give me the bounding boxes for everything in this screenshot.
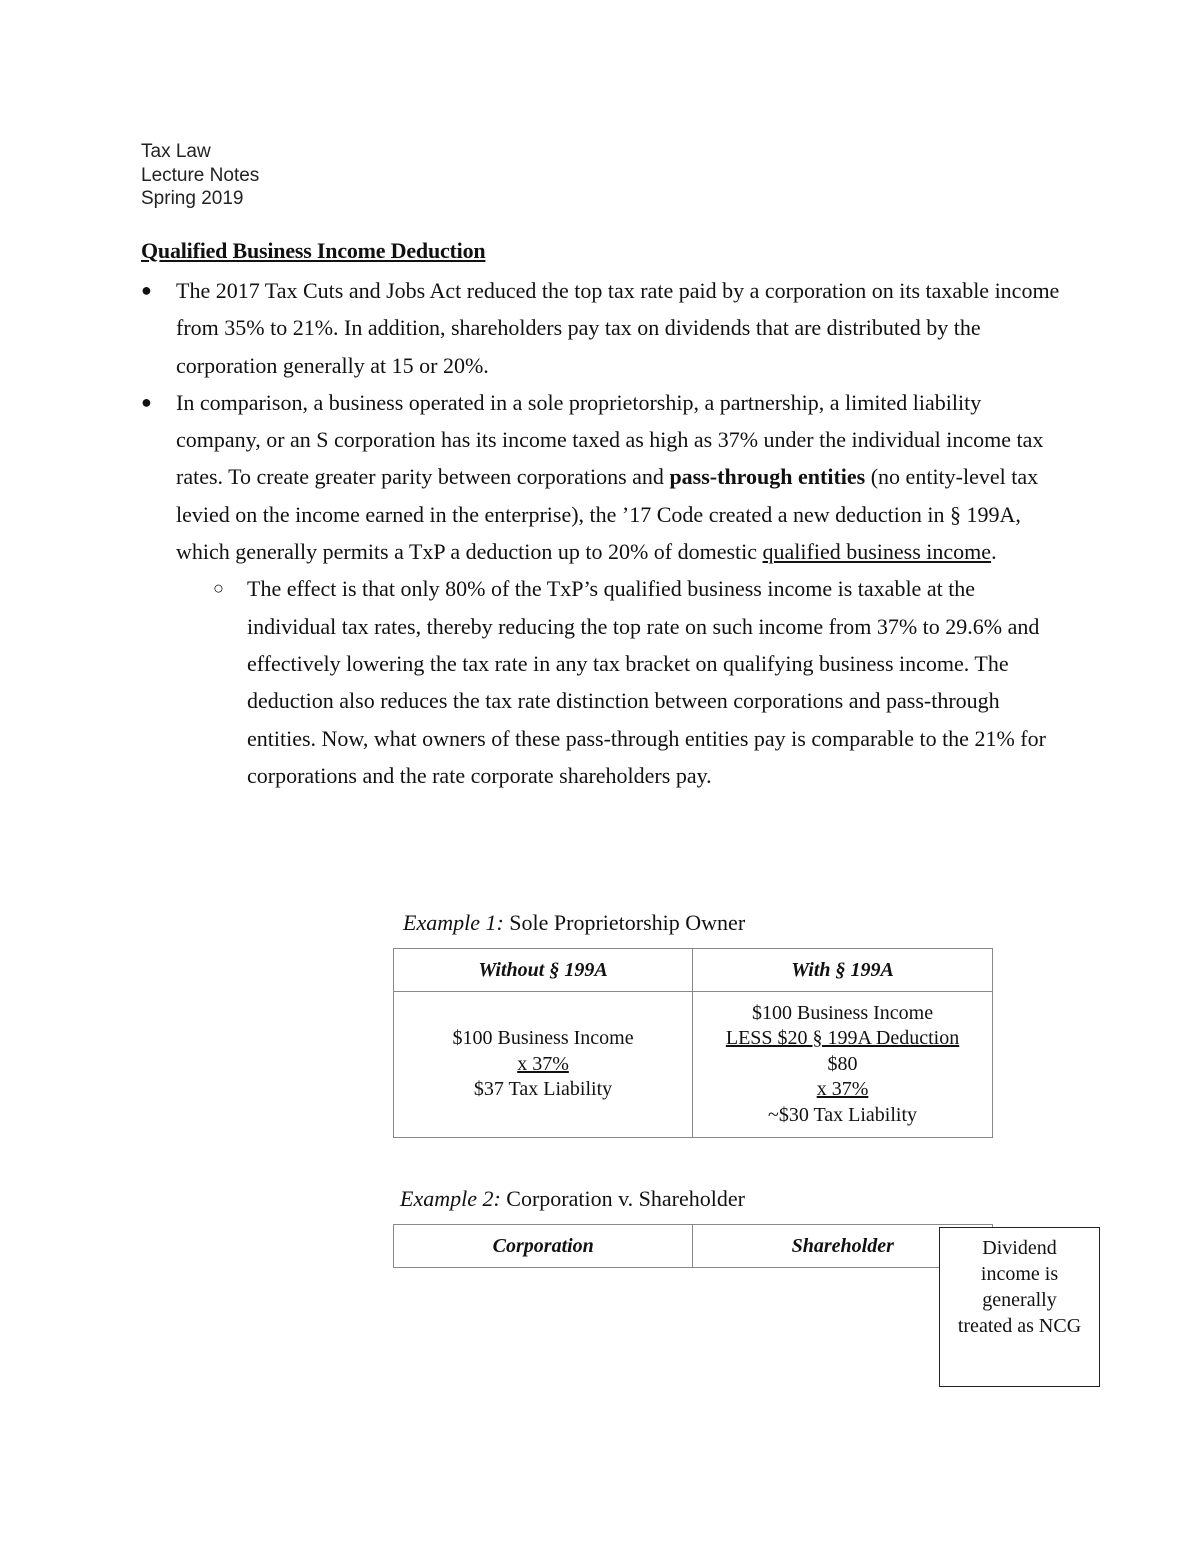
cell-line: $37 Tax Liability xyxy=(473,1078,613,1101)
note-line: treated as NCG xyxy=(957,1315,1082,1337)
note-box xyxy=(939,1227,1100,1387)
course-name: Tax Law xyxy=(141,141,211,162)
example1-header-without: Without § 199A xyxy=(394,949,693,992)
bullet-icon: ● xyxy=(141,391,152,412)
document-type: Lecture Notes xyxy=(141,164,260,186)
example1-caption xyxy=(403,910,745,936)
term: Spring 2019 xyxy=(141,188,244,209)
example2-caption xyxy=(400,1186,745,1212)
example1-header-with: With § 199A xyxy=(693,949,993,992)
example2-header-shareholder: Shareholder xyxy=(693,1225,993,1268)
example1-with-cell xyxy=(693,992,993,1138)
underlined-term: qualified business income xyxy=(762,539,992,565)
note-line: income is xyxy=(980,1263,1059,1285)
bullet-icon: ● xyxy=(141,280,152,300)
bullet-text: (no entity-level tax levied on the income earned in the enterprise), the ’17 Code created a new deduction in § 199A, which generally permits a TxP a deduction up to 20% of domestic xyxy=(176,464,1039,565)
note-line: generally xyxy=(982,1289,1057,1311)
example1-title: Sole Proprietorship Owner xyxy=(503,910,746,935)
example2-table xyxy=(393,1224,993,1268)
bullet-end: . xyxy=(991,539,997,565)
bullet-list xyxy=(141,272,1061,794)
example2-header-corporation: Corporation xyxy=(394,1225,693,1268)
example1-label: Example 1: xyxy=(403,910,504,935)
note-line: Dividend xyxy=(982,1237,1057,1259)
bullet-text: In comparison, a business operated in a sole proprietorship, a partnership, a limited liability company, or an S corporation has its income taxed as high as 37% under the individual income tax rates. To create greater parity between corporations and xyxy=(176,389,1044,490)
cell-line: $100 Business Income xyxy=(751,1001,934,1024)
example2-title: Corporation v. Shareholder xyxy=(500,1186,745,1211)
bullet-item xyxy=(141,272,1061,384)
cell-line: $100 Business Income xyxy=(452,1027,634,1050)
bullet-text: The 2017 Tax Cuts and Jobs Act reduced the top tax rate paid by a corporation on its taxable income from 35% to 21%. In addition, shareholders pay tax on dividends that are distributed by the corporation generally at 15 or 20%. xyxy=(176,278,1060,378)
cell-line: ~$30 Tax Liability xyxy=(768,1103,918,1126)
cell-line: $80 xyxy=(827,1052,858,1075)
example2-label: Example 2: xyxy=(400,1186,501,1211)
cell-line: LESS $20 § 199A Deduction xyxy=(725,1027,960,1050)
cell-line: x 37% xyxy=(816,1078,869,1101)
bold-term: pass-through entities xyxy=(669,464,866,490)
document-header xyxy=(141,140,259,211)
sub-bullet-item xyxy=(141,570,1061,794)
bullet-item xyxy=(141,384,1061,570)
example1-without-cell xyxy=(394,992,693,1138)
cell-line: x 37% xyxy=(517,1052,569,1075)
section-title: Qualified Business Income Deduction xyxy=(141,238,486,263)
circle-bullet-icon: ○ xyxy=(213,578,224,599)
example1-table xyxy=(393,948,993,1138)
sub-bullet-text: The effect is that only 80% of the TxP’s qualified business income is taxable at the individual tax rates, thereby reducing the top rate on such income from 37% to 29.6% and effectively lowering the tax rate in any tax bracket on qualifying business income. The deduction also reduces the tax rate distinction between corporations and pass-through entities. Now, what owners of these pass-through entities pay is comparable to the 21% for corporations and the rate corporate shareholders pay. xyxy=(247,576,1046,788)
